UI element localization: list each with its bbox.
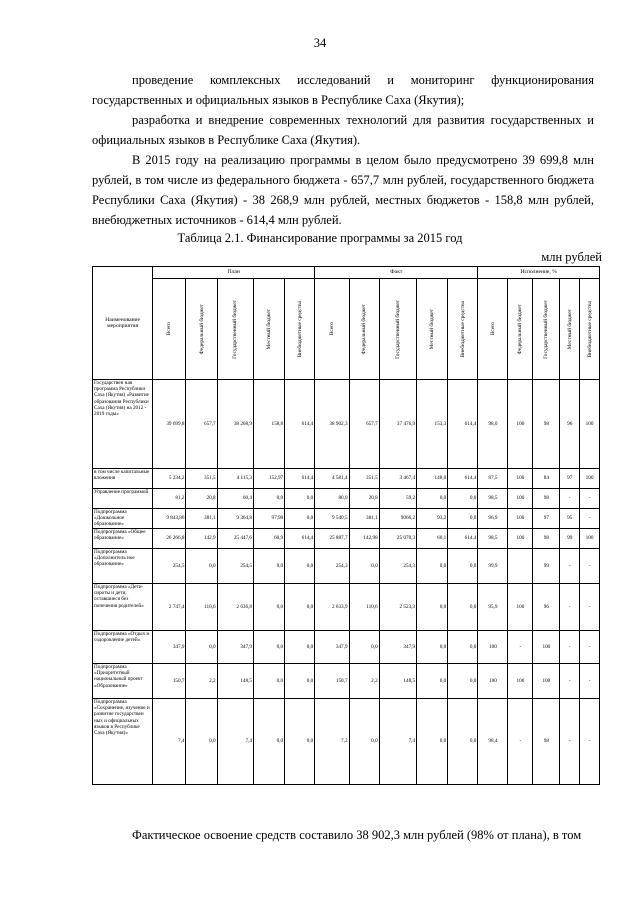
table-row bbox=[93, 529, 600, 549]
exec-value-cell: 97 bbox=[533, 509, 560, 529]
exec-value-cell: - bbox=[508, 631, 533, 664]
activity-name-cell: Подпрограмма «Приоритетный национальный проект «Образование» bbox=[93, 664, 153, 699]
table-row bbox=[93, 380, 600, 469]
exec-value-cell: 98,5 bbox=[478, 529, 508, 549]
plan-value-cell: 657,7 bbox=[186, 380, 217, 469]
exec-value-cell bbox=[508, 549, 533, 584]
table-row bbox=[93, 584, 600, 631]
plan-value-cell: 347,9 bbox=[153, 631, 186, 664]
plan-value-cell: 148,5 bbox=[217, 664, 253, 699]
paragraph-actual-spending: Фактическое освоение средств составило 38 902,3 млн рублей (98% от плана), в том bbox=[132, 828, 582, 842]
fact-value-cell: 351,5 bbox=[349, 469, 379, 489]
page-number: 34 bbox=[313, 36, 327, 50]
fact-value-cell: 0,0 bbox=[448, 549, 478, 584]
plan-value-cell: 9 364,8 bbox=[217, 509, 253, 529]
plan-value-cell: 25 447,6 bbox=[217, 529, 253, 549]
exec-value-cell: 100 bbox=[508, 380, 533, 469]
exec-value-cell: 96 bbox=[533, 584, 560, 631]
table-caption: Таблица 2.1. Финансирование программы за 2015 год bbox=[177, 231, 463, 245]
plan-value-cell: 381,1 bbox=[186, 509, 217, 529]
fact-value-cell: 25 070,3 bbox=[379, 529, 416, 549]
fact-value-cell: 3 467,4 bbox=[379, 469, 416, 489]
plan-value-cell: 9 843,86 bbox=[153, 509, 186, 529]
fact-value-cell: 148,5 bbox=[379, 664, 416, 699]
exec-value-cell: - bbox=[580, 489, 600, 509]
fact-value-cell: 0,0 bbox=[417, 549, 448, 584]
fact-value-cell: 347,9 bbox=[379, 631, 416, 664]
exec-value-cell: - bbox=[560, 664, 580, 699]
header-execution: Исполнение, % bbox=[478, 267, 600, 279]
plan-value-cell: 0,0 bbox=[253, 664, 284, 699]
plan-value-cell: 39 699,8 bbox=[153, 380, 186, 469]
paragraph-research: проведение комплексных исследований и мониторинг функционирования государственных и официальных языков в Республике Саха (Якутия); bbox=[92, 73, 594, 107]
table-body bbox=[93, 380, 600, 785]
plan-value-cell: 150,7 bbox=[153, 664, 186, 699]
exec-value-cell: - bbox=[560, 584, 580, 631]
fact-value-cell: 614,4 bbox=[448, 469, 478, 489]
fact-value-cell: 0,0 bbox=[448, 509, 478, 529]
exec-value-cell: - bbox=[560, 549, 580, 584]
fact-value-cell: 142,98 bbox=[349, 529, 379, 549]
plan-value-cell: 0,0 bbox=[285, 584, 315, 631]
table-row bbox=[93, 489, 600, 509]
exec-value-cell: 100 bbox=[508, 469, 533, 489]
fact-value-cell: 614,4 bbox=[448, 380, 478, 469]
plan-value-cell: 81,2 bbox=[153, 489, 186, 509]
exec-value-cell: - bbox=[580, 631, 600, 664]
exec-value-cell: 98,5 bbox=[478, 489, 508, 509]
plan-value-cell: 5 234,2 bbox=[153, 469, 186, 489]
fact-value-cell: 0,0 bbox=[349, 631, 379, 664]
exec-value-cell: - bbox=[580, 664, 600, 699]
plan-value-cell: 0,0 bbox=[253, 584, 284, 631]
plan-value-cell: 60,9 bbox=[253, 529, 284, 549]
exec-value-cell: 98,0 bbox=[478, 380, 508, 469]
fact-value-cell: 2 633,9 bbox=[315, 584, 349, 631]
fact-value-cell: 9066,2 bbox=[379, 509, 416, 529]
plan-value-cell: 0,0 bbox=[285, 549, 315, 584]
header-activity-name: Наименование мероприятия bbox=[93, 267, 153, 380]
fact-value-cell: 0,0 bbox=[448, 631, 478, 664]
exec-value-cell: 98 bbox=[533, 489, 560, 509]
fact-value-cell: 0,0 bbox=[417, 489, 448, 509]
plan-value-cell: 38 268,9 bbox=[217, 380, 253, 469]
header-exec-offbudget: Внебюджетные средства bbox=[580, 279, 600, 380]
exec-value-cell: 100 bbox=[508, 529, 533, 549]
exec-value-cell: 100 bbox=[508, 584, 533, 631]
plan-value-cell: 0,0 bbox=[186, 699, 217, 785]
header-fact-federal: Федеральный бюджет bbox=[349, 279, 379, 380]
fact-value-cell: 4 581,4 bbox=[315, 469, 349, 489]
header-fact: Факт bbox=[315, 267, 478, 279]
exec-value-cell: - bbox=[508, 699, 533, 785]
fact-value-cell: 37 476,9 bbox=[379, 380, 416, 469]
fact-value-cell: 0,0 bbox=[448, 489, 478, 509]
exec-value-cell: 84 bbox=[533, 469, 560, 489]
fact-value-cell: 0,0 bbox=[417, 699, 448, 785]
activity-name-cell: Управление программой bbox=[93, 489, 153, 509]
fact-value-cell: 0,0 bbox=[349, 549, 379, 584]
units-label: млн рублей bbox=[541, 250, 602, 264]
plan-value-cell: 152,97 bbox=[253, 469, 284, 489]
fact-value-cell: 614,4 bbox=[448, 529, 478, 549]
exec-value-cell: - bbox=[580, 509, 600, 529]
activity-name-cell: Подпрограмма «Общее образование» bbox=[93, 529, 153, 549]
financing-table bbox=[92, 266, 600, 785]
fact-value-cell: 0,0 bbox=[448, 699, 478, 785]
exec-value-cell: 100 bbox=[580, 380, 600, 469]
fact-value-cell: 150,7 bbox=[315, 664, 349, 699]
plan-value-cell: 0,0 bbox=[253, 699, 284, 785]
exec-value-cell: 98 bbox=[533, 699, 560, 785]
header-exec-federal: Федеральный бюджет bbox=[508, 279, 533, 380]
exec-value-cell: - bbox=[560, 699, 580, 785]
fact-value-cell: 110,6 bbox=[349, 584, 379, 631]
header-plan: План bbox=[153, 267, 315, 279]
fact-value-cell: 2 523,3 bbox=[379, 584, 416, 631]
activity-name-cell: Подпрограмма «Сохранение, изучение и развитие государствен ных и официальных языков в Республике Саха (Якутия)» bbox=[93, 699, 153, 785]
activity-name-cell: Подпрограмма «Дополнитель ное образование» bbox=[93, 549, 153, 584]
table-row bbox=[93, 699, 600, 785]
plan-value-cell: 0,0 bbox=[285, 631, 315, 664]
plan-value-cell: 142,9 bbox=[186, 529, 217, 549]
fact-value-cell: 0,0 bbox=[448, 584, 478, 631]
exec-value-cell: 100 bbox=[508, 664, 533, 699]
fact-value-cell: 381,1 bbox=[349, 509, 379, 529]
exec-value-cell: 99,9 bbox=[478, 549, 508, 584]
fact-value-cell: 59,2 bbox=[379, 489, 416, 509]
fact-value-cell: 148,0 bbox=[417, 469, 448, 489]
fact-value-cell: 20,8 bbox=[349, 489, 379, 509]
header-fact-local: Местный бюджет bbox=[417, 279, 448, 380]
plan-value-cell: 351,5 bbox=[186, 469, 217, 489]
activity-name-cell: Подпрограмма «Отдых и оздоровление детей» bbox=[93, 631, 153, 664]
plan-value-cell: 0,0 bbox=[285, 509, 315, 529]
exec-value-cell: 87,5 bbox=[478, 469, 508, 489]
header-plan-offbudget: Внебюджетные средства bbox=[285, 279, 315, 380]
table-row bbox=[93, 469, 600, 489]
exec-value-cell: 98 bbox=[533, 380, 560, 469]
fact-value-cell: 0,0 bbox=[349, 699, 379, 785]
exec-value-cell: 95 bbox=[560, 509, 580, 529]
exec-value-cell: - bbox=[560, 631, 580, 664]
plan-value-cell: 0,0 bbox=[285, 699, 315, 785]
exec-value-cell: 100 bbox=[580, 469, 600, 489]
plan-value-cell: 2,2 bbox=[186, 664, 217, 699]
exec-value-cell: - bbox=[580, 699, 600, 785]
fact-value-cell: 347,9 bbox=[315, 631, 349, 664]
header-fact-state: Государственный бюджет bbox=[379, 279, 416, 380]
plan-value-cell: 60,4 bbox=[217, 489, 253, 509]
plan-value-cell: 614,4 bbox=[285, 469, 315, 489]
exec-value-cell: 100 bbox=[580, 529, 600, 549]
plan-value-cell: 614,4 bbox=[285, 380, 315, 469]
plan-value-cell: 20,8 bbox=[186, 489, 217, 509]
fact-value-cell: 254,3 bbox=[379, 549, 416, 584]
exec-value-cell: 100 bbox=[508, 509, 533, 529]
fact-value-cell: 153,3 bbox=[417, 380, 448, 469]
exec-value-cell: 100 bbox=[533, 664, 560, 699]
exec-value-cell: 95,9 bbox=[478, 584, 508, 631]
plan-value-cell: 2 747,4 bbox=[153, 584, 186, 631]
exec-value-cell: - bbox=[580, 549, 600, 584]
activity-name-cell: Подпрограмма «Дети-сироты и дети, оставшиеся без попечения родителей» bbox=[93, 584, 153, 631]
exec-value-cell: 100 bbox=[508, 489, 533, 509]
plan-value-cell: 254,5 bbox=[217, 549, 253, 584]
plan-value-cell: 26 266,8 bbox=[153, 529, 186, 549]
activity-name-cell: Государствен ная программа Республики Саха (Якутия) «Развитие образования Республики Саха (Якутия) на 2012 - 2019 годы» bbox=[93, 380, 153, 469]
exec-value-cell: 96,9 bbox=[478, 509, 508, 529]
plan-value-cell: 254,5 bbox=[153, 549, 186, 584]
plan-value-cell: 614,4 bbox=[285, 529, 315, 549]
plan-value-cell: 2 636,8 bbox=[217, 584, 253, 631]
fact-value-cell: 60,1 bbox=[417, 529, 448, 549]
plan-value-cell: 110,6 bbox=[186, 584, 217, 631]
exec-value-cell: - bbox=[560, 489, 580, 509]
exec-value-cell: 99 bbox=[533, 549, 560, 584]
header-plan-federal: Федеральный бюджет bbox=[186, 279, 217, 380]
plan-value-cell: 0,0 bbox=[186, 631, 217, 664]
activity-name-cell: Подпрограмма «Дошкольное образование» bbox=[93, 509, 153, 529]
table-row bbox=[93, 664, 600, 699]
fact-value-cell: 657,7 bbox=[349, 380, 379, 469]
exec-value-cell: - bbox=[580, 584, 600, 631]
fact-value-cell: 0,0 bbox=[448, 664, 478, 699]
header-plan-local: Местный бюджет bbox=[253, 279, 284, 380]
plan-value-cell: 7,4 bbox=[217, 699, 253, 785]
header-fact-offbudget: Внебюджетные средства bbox=[448, 279, 478, 380]
fact-value-cell: 2,2 bbox=[349, 664, 379, 699]
header-plan-total: Всего bbox=[153, 279, 186, 380]
plan-value-cell: 158,8 bbox=[253, 380, 284, 469]
plan-value-cell: 347,9 bbox=[217, 631, 253, 664]
table-row bbox=[93, 631, 600, 664]
table-row bbox=[93, 549, 600, 584]
fact-value-cell: 0,0 bbox=[417, 631, 448, 664]
plan-value-cell: 0,0 bbox=[253, 489, 284, 509]
plan-value-cell: 0,0 bbox=[285, 664, 315, 699]
fact-value-cell: 80,0 bbox=[315, 489, 349, 509]
fact-value-cell: 93,2 bbox=[417, 509, 448, 529]
exec-value-cell: 100 bbox=[478, 631, 508, 664]
header-exec-state: Государственный бюджет bbox=[533, 279, 560, 380]
header-exec-local: Местный бюджет bbox=[560, 279, 580, 380]
paragraph-technologies: разработка и внедрение современных технологий для развития государственных и официальных языков в Республике Саха (Якутия). bbox=[92, 113, 594, 147]
fact-value-cell: 7,4 bbox=[379, 699, 416, 785]
plan-value-cell: 0,0 bbox=[253, 631, 284, 664]
exec-value-cell: 99 bbox=[560, 529, 580, 549]
fact-value-cell: 25 887,7 bbox=[315, 529, 349, 549]
plan-value-cell: 97,98 bbox=[253, 509, 284, 529]
activity-name-cell: в том числе капитальные вложения bbox=[93, 469, 153, 489]
fact-value-cell: 0,0 bbox=[417, 664, 448, 699]
exec-value-cell: 97 bbox=[560, 469, 580, 489]
exec-value-cell: 98 bbox=[533, 529, 560, 549]
fact-value-cell: 38 902,3 bbox=[315, 380, 349, 469]
fact-value-cell: 0,0 bbox=[417, 584, 448, 631]
plan-value-cell: 0,0 bbox=[186, 549, 217, 584]
fact-value-cell: 254,3 bbox=[315, 549, 349, 584]
exec-value-cell: 100 bbox=[478, 664, 508, 699]
header-fact-total: Всего bbox=[315, 279, 349, 380]
fact-value-cell: 9 540,5 bbox=[315, 509, 349, 529]
plan-value-cell: 4 115,3 bbox=[217, 469, 253, 489]
header-plan-state: Государственный бюджет bbox=[217, 279, 253, 380]
header-exec-total: Всего bbox=[478, 279, 508, 380]
plan-value-cell: 0,0 bbox=[253, 549, 284, 584]
plan-value-cell: 7,4 bbox=[153, 699, 186, 785]
plan-value-cell: 0,0 bbox=[285, 489, 315, 509]
exec-value-cell: 100 bbox=[533, 631, 560, 664]
fact-value-cell: 7,2 bbox=[315, 699, 349, 785]
exec-value-cell: 96 bbox=[560, 380, 580, 469]
table-row bbox=[93, 509, 600, 529]
paragraph-funding-2015: В 2015 году на реализацию программы в целом было предусмотрено 39 699,8 млн рублей, в том числе из федерального бюджета - 657,7 млн рублей, государственного бюджета Республики Саха (Якутия) - 38 268,9 млн рублей, местных бюджетов - 158,8 млн рублей, внебюджетных источников - 614,4 млн рублей. bbox=[92, 153, 594, 227]
exec-value-cell: 98,4 bbox=[478, 699, 508, 785]
